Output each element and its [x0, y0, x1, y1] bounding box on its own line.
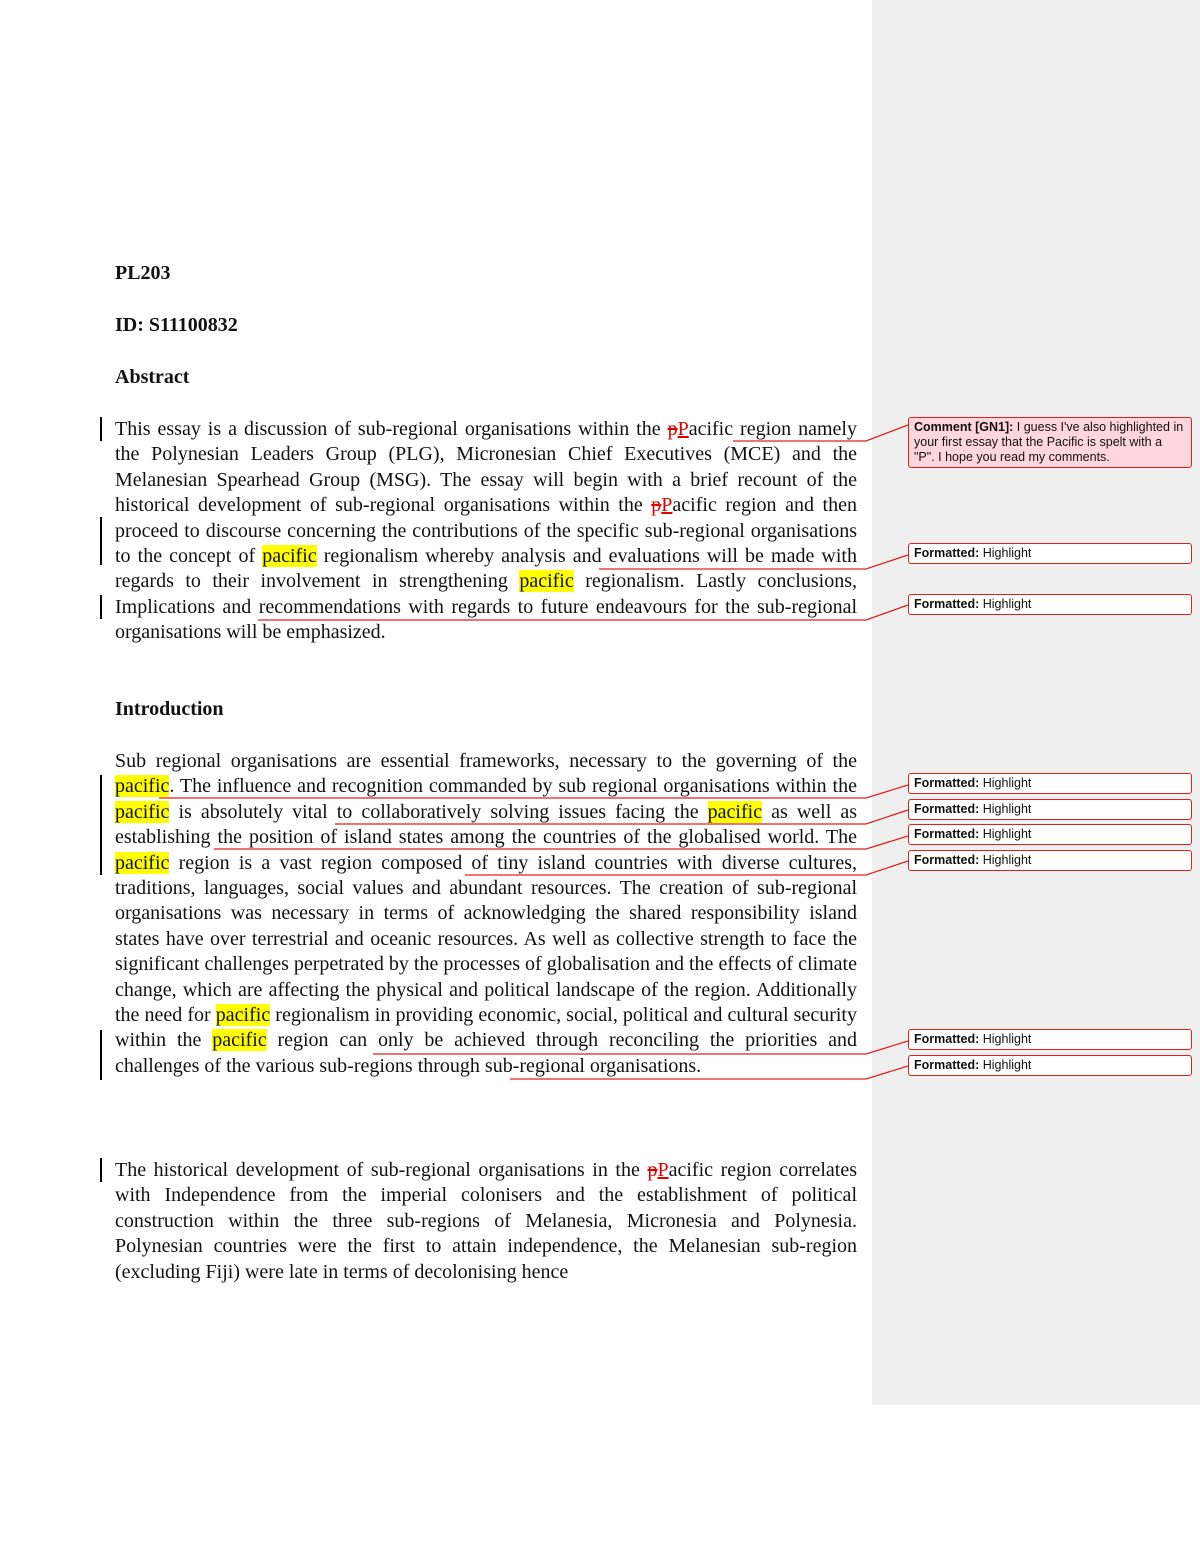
text-run: acific region and then proceed to discourse concerning the contributions of the specific sub-regional organisations to the concept of: [115, 494, 857, 568]
highlighted-text: pacific: [262, 545, 317, 568]
inserted-text: P: [657, 1159, 669, 1181]
text-run: acific region correlates with Independence from the imperial colonisers and the establishment of political construction within the three sub-regions of Melanesia, Micronesia and Polynesia. Polynesian countries were the first to attain independence, the Melanesian sub-region (excluding Fiji) were late in terms of decolonising hence: [115, 1159, 857, 1283]
text-run: as well as establishing the position of island states among the countries of the globalised world. The: [115, 800, 858, 849]
text-run: The historical development of sub-regional organisations in the: [115, 1159, 648, 1181]
abstract-heading: Abstract: [115, 366, 190, 388]
format-value: Highlight: [979, 776, 1032, 790]
text-run: Sub regional organisations are essential frameworks, necessary to the governing of the: [115, 750, 857, 772]
comment-margin-pane: [872, 0, 1200, 1405]
format-balloon[interactable]: [908, 1055, 1192, 1076]
introduction-heading: Introduction: [115, 698, 224, 720]
format-balloon[interactable]: [908, 773, 1192, 794]
format-value: Highlight: [979, 827, 1032, 841]
format-value: Highlight: [979, 546, 1032, 560]
inserted-text: P: [677, 418, 689, 440]
format-balloon[interactable]: [908, 824, 1192, 845]
highlighted-text: pacific: [115, 800, 170, 823]
text-run: regionalism in providing economic, social, political and cultural security within the: [115, 1004, 857, 1052]
comment-label: Comment [GN1]:: [914, 420, 1014, 434]
format-label: Formatted:: [914, 802, 980, 816]
text-run: regionalism. Lastly conclusions, Implications and recommendations with regards to future endeavours for the sub-regional organisations will be emphasized.: [115, 570, 857, 644]
text-run: . The influence and recognition commanded by sub regional organisations within the: [169, 775, 857, 798]
student-id: ID: S11100832: [115, 314, 238, 336]
course-code: PL203: [115, 262, 171, 284]
format-balloon[interactable]: [908, 543, 1192, 564]
change-bar: [100, 417, 102, 441]
deleted-text: p: [651, 494, 662, 517]
format-balloon[interactable]: [908, 1029, 1192, 1050]
format-label: Formatted:: [914, 776, 980, 790]
comment-text: I guess I've also highlighted in your first essay that the Pacific is spelt with a "P". I hope you read my comments.: [914, 420, 1184, 464]
text-run: region can only be achieved through reconciling the priorities and challenges of the various sub-regions through sub-regional organisations.: [115, 1029, 857, 1077]
highlighted-text: pacific: [707, 800, 763, 823]
introduction-paragraph: [115, 749, 857, 1079]
highlighted-text: pacific: [212, 1029, 267, 1052]
format-label: Formatted:: [914, 853, 980, 867]
format-label: Formatted:: [914, 597, 980, 611]
deleted-text: p: [647, 1159, 658, 1181]
change-bar: [100, 775, 102, 875]
format-value: Highlight: [979, 1032, 1032, 1046]
format-value: Highlight: [979, 1058, 1032, 1072]
text-run: This essay is a discussion of sub-regional organisations within the: [115, 418, 668, 440]
change-bar: [100, 1030, 102, 1080]
highlighted-text: pacific: [215, 1004, 271, 1027]
change-bar: [100, 595, 102, 619]
change-bar: [100, 1158, 102, 1182]
format-label: Formatted:: [914, 1032, 980, 1046]
format-value: Highlight: [979, 853, 1032, 867]
text-run: acific region namely the Polynesian Leaders Group (PLG), Micronesian Chief Executives (MCE) and the Melanesian Spearhead Group (MSG). The essay will begin with a brief recount of the historical development of sub-regional organisations within the: [115, 418, 857, 517]
text-run: regionalism whereby analysis and evaluations will be made with regards to their involvement in strengthening: [115, 545, 857, 593]
deleted-text: p: [667, 418, 678, 440]
highlighted-text: pacific: [519, 570, 574, 593]
format-balloon[interactable]: [908, 594, 1192, 615]
abstract-paragraph: [115, 417, 857, 646]
change-bar: [100, 517, 102, 565]
text-run: is absolutely vital to collaboratively solving issues facing the: [169, 800, 708, 823]
highlighted-text: pacific: [115, 851, 170, 874]
format-balloon[interactable]: [908, 799, 1192, 820]
format-value: Highlight: [979, 597, 1032, 611]
format-value: Highlight: [979, 802, 1032, 816]
comment-balloon[interactable]: [908, 417, 1192, 468]
format-balloon[interactable]: [908, 850, 1192, 871]
highlighted-text: pacific: [115, 775, 170, 798]
format-label: Formatted:: [914, 546, 980, 560]
text-run: region is a vast region composed of tiny island countries with diverse cultures, traditions, languages, social values and abundant resources. The creation of sub-regional organisations was necessary in terms of acknowledging the shared responsibility island states have over terrestrial and oceanic resources. As well as collective strength to face the significant challenges perpetrated by the processes of globalisation and the effects of climate change, which are affecting the physical and political landscape of the region. Additionally the need for: [115, 851, 857, 1027]
format-label: Formatted:: [914, 827, 980, 841]
history-paragraph: [115, 1158, 857, 1285]
inserted-text: P: [661, 494, 673, 517]
format-label: Formatted:: [914, 1058, 980, 1072]
